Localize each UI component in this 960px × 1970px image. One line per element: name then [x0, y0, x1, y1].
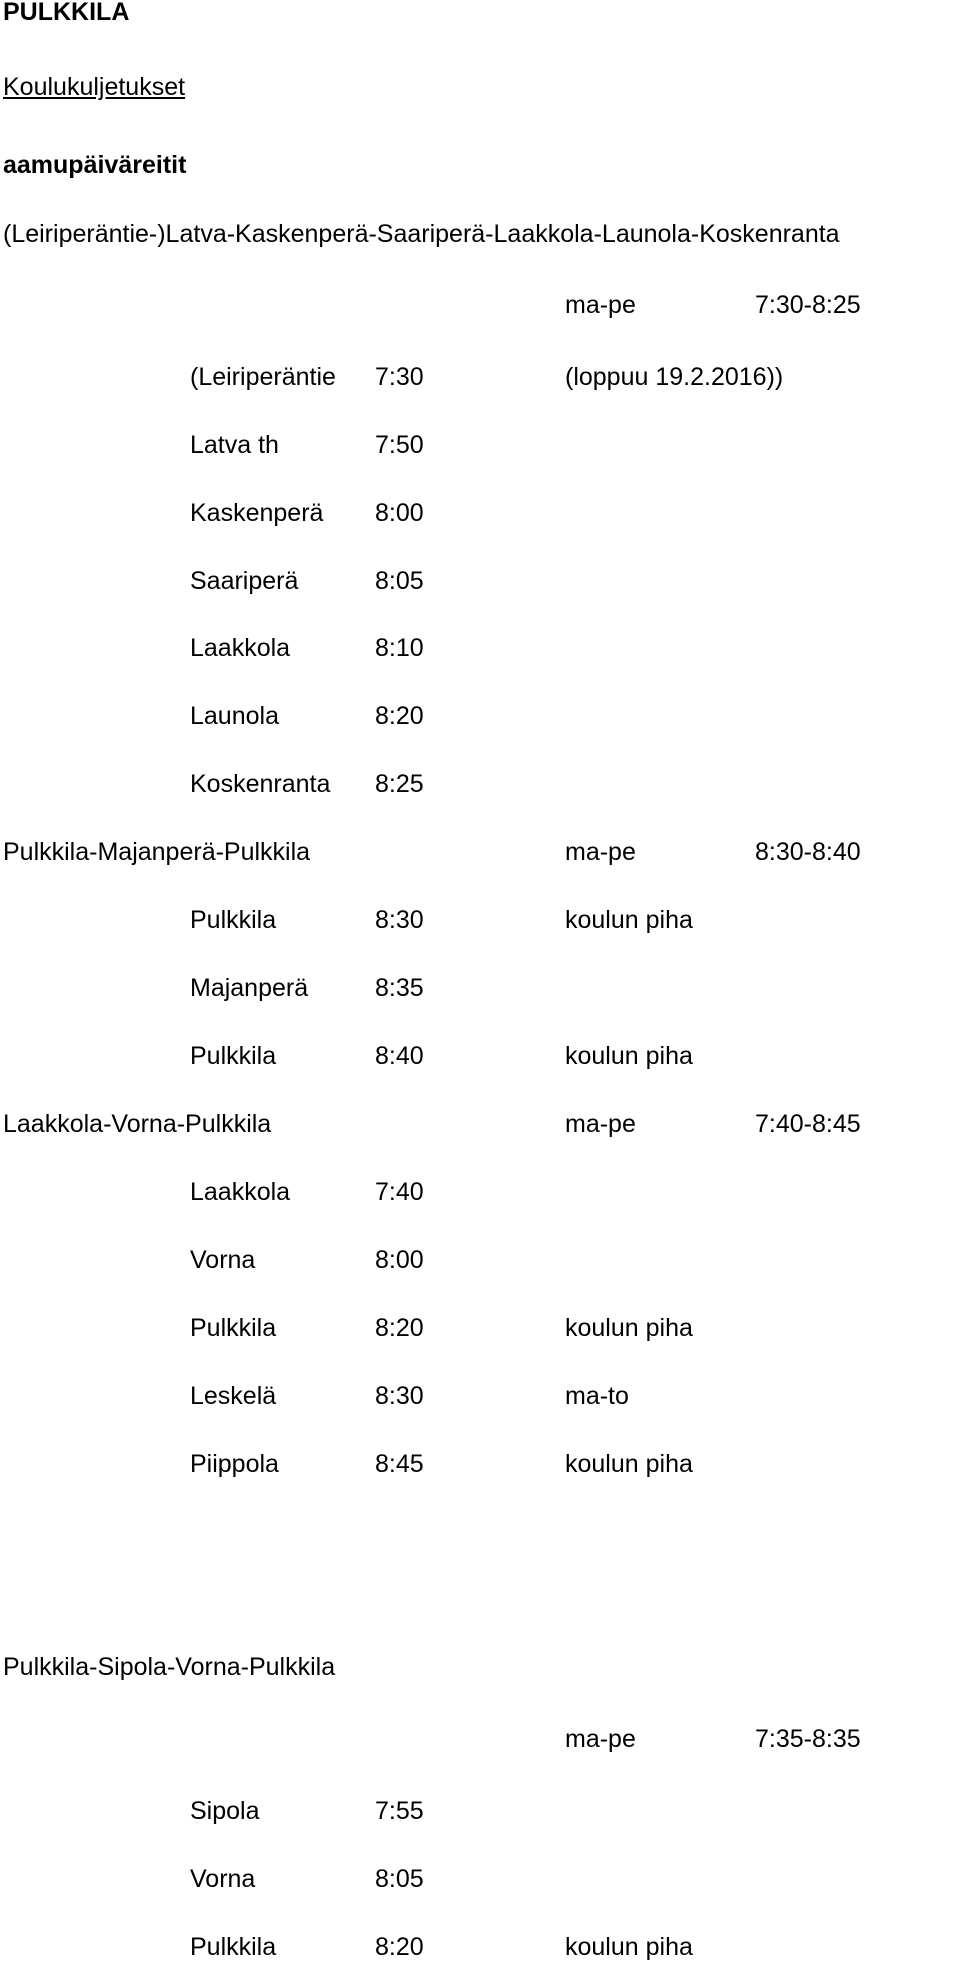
stop-place: Majanperä — [190, 974, 309, 1002]
stop-time: 8:05 — [375, 567, 424, 595]
stop-time: 8:25 — [375, 770, 424, 798]
stop-time: 8:45 — [375, 1450, 424, 1478]
stop-place: Piippola — [190, 1450, 279, 1478]
stop-place: Sipola — [190, 1797, 260, 1825]
stop-time: 8:35 — [375, 974, 424, 1002]
stop-time: 8:20 — [375, 1314, 424, 1342]
route-time-range: 7:30-8:25 — [755, 291, 861, 319]
stop-note: koulun piha — [565, 1042, 693, 1070]
stop-time: 8:00 — [375, 499, 424, 527]
route-time-range: 7:40-8:45 — [755, 1110, 861, 1138]
stop-place: Pulkkila — [190, 1314, 277, 1342]
stop-place: Leskelä — [190, 1382, 277, 1410]
stop-time: 8:00 — [375, 1246, 424, 1274]
stop-place: Vorna — [190, 1865, 256, 1893]
stop-time: 7:50 — [375, 431, 424, 459]
document-title: PULKKILA — [3, 0, 130, 26]
route-name: Pulkkila-Sipola-Vorna-Pulkkila — [3, 1653, 336, 1681]
stop-note: koulun piha — [565, 906, 693, 934]
route-days: ma-pe — [565, 1725, 636, 1753]
stop-place: Vorna — [190, 1246, 256, 1274]
document-subtitle: Koulukuljetukset — [3, 73, 186, 101]
stop-place: (Leiriperäntie — [190, 363, 336, 391]
stop-place: Pulkkila — [190, 906, 277, 934]
stop-note: koulun piha — [565, 1450, 693, 1478]
stop-note: (loppuu 19.2.2016)) — [565, 363, 784, 391]
stop-time: 8:10 — [375, 634, 424, 662]
stop-time: 8:30 — [375, 906, 424, 934]
stop-time: 7:30 — [375, 363, 424, 391]
stop-place: Kaskenperä — [190, 499, 324, 527]
stop-place: Launola — [190, 702, 279, 730]
stop-time: 8:20 — [375, 1933, 424, 1961]
stop-place: Latva th — [190, 431, 279, 459]
route-name: (Leiriperäntie-)Latva-Kaskenperä-Saariperä-Laakkola-Launola-Koskenranta — [3, 220, 840, 248]
stop-place: Koskenranta — [190, 770, 331, 798]
stop-place: Pulkkila — [190, 1933, 277, 1961]
stop-time: 8:05 — [375, 1865, 424, 1893]
route-days: ma-pe — [565, 1110, 636, 1138]
stop-place: Pulkkila — [190, 1042, 277, 1070]
section-heading: aamupäiväreitit — [3, 151, 187, 179]
stop-note: koulun piha — [565, 1314, 693, 1342]
stop-place: Laakkola — [190, 634, 291, 662]
route-days: ma-pe — [565, 838, 636, 866]
stop-place: Saariperä — [190, 567, 299, 595]
stop-time: 7:40 — [375, 1178, 424, 1206]
route-name: Laakkola-Vorna-Pulkkila — [3, 1110, 272, 1138]
stop-time: 8:40 — [375, 1042, 424, 1070]
route-time-range: 7:35-8:35 — [755, 1725, 861, 1753]
stop-time: 8:20 — [375, 702, 424, 730]
stop-time: 7:55 — [375, 1797, 424, 1825]
stop-time: 8:30 — [375, 1382, 424, 1410]
stop-note: ma-to — [565, 1382, 629, 1410]
route-name: Pulkkila-Majanperä-Pulkkila — [3, 838, 311, 866]
route-time-range: 8:30-8:40 — [755, 838, 861, 866]
route-days: ma-pe — [565, 291, 636, 319]
stop-place: Laakkola — [190, 1178, 291, 1206]
stop-note: koulun piha — [565, 1933, 693, 1961]
